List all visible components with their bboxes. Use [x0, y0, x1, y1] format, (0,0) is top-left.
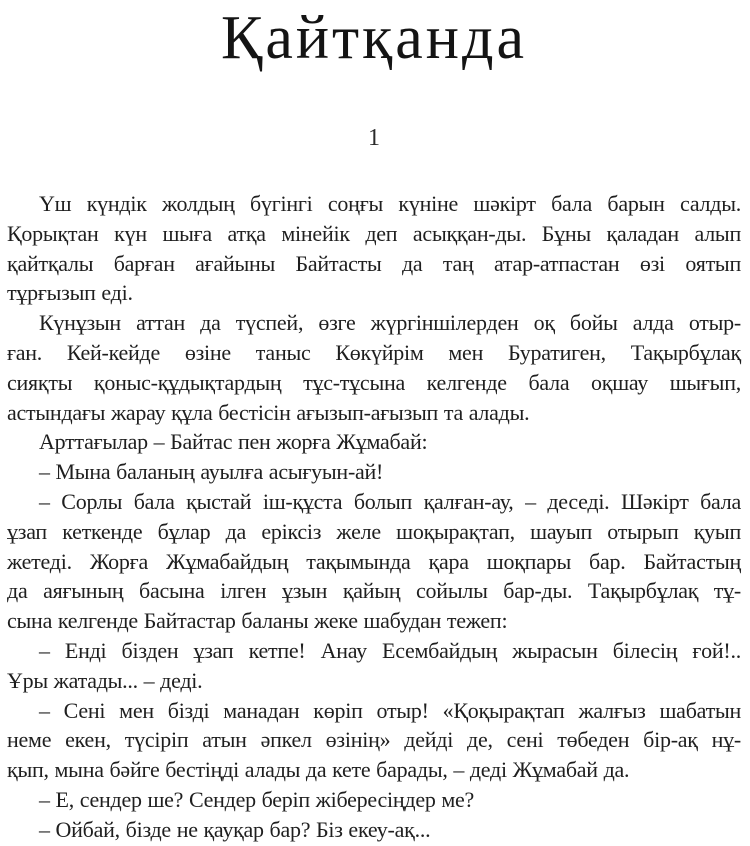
paragraph: [7, 189, 741, 308]
text-line: – Сорлы бала қыстай іш-құста болып қалған-ау, – деседі. Шәкірт бала: [39, 488, 741, 514]
text-line: Ұры жатады... – деді.: [7, 667, 203, 693]
text-line: сына келгенде Байтастар баланы жеке шабудан тежеп:: [7, 608, 508, 634]
text-line: ұзап кеткенде бұлар да еріксіз желе шоқырақтап, шауып отырып қуып: [7, 518, 741, 544]
paragraph: [7, 427, 741, 457]
text-line: астындағы жарау құла бестісін ағызып-ағызып та алады.: [7, 399, 530, 425]
text-line: Үш күндік жолдың бүгінгі соңғы күніне шәкірт бала барын салды.: [39, 191, 741, 216]
text-line: да аяғының басына ілген ұзын қайың сойылы бар-ды. Тақырбұлақ тұ-: [7, 578, 741, 604]
text-line: Күнұзын аттан да түспей, өзге жүргіншілерден оқ бойы алда отыр-: [39, 310, 741, 336]
paragraph: [7, 308, 741, 427]
text-line: – Ойбай, бізде не қауқар бар? Біз екеу-ақ...: [39, 816, 431, 842]
paragraph: [7, 487, 741, 636]
chapter-title: Қайтқанда: [220, 4, 528, 72]
text-line: қайтқалы барған ағайыны Байтасты да таң атар-атпастан өзі оятып: [7, 250, 741, 276]
text-line: ған. Кей-кейде өзіне таныс Көкүйрім мен Буратиген, Тақырбұлақ: [7, 339, 741, 365]
text-line: сияқты қоныс-құдықтардың тұс-тұсына келгенде бала оқшау шығып,: [7, 369, 741, 395]
paragraph: [7, 696, 741, 785]
text-line: – Сені мен бізді манадан көріп отыр! «Қоқырақтап жалғыз шабатын: [39, 697, 741, 723]
text-line: Арттағылар – Байтас пен жорға Жұмабай:: [39, 429, 428, 455]
paragraph: [7, 457, 741, 487]
text-line: тұрғызып еді.: [7, 280, 133, 306]
text-line: жетеді. Жорға Жұмабайдың тақымында қара шоқпары бар. Байтастың: [7, 548, 741, 574]
text-line: Қорықтан күн шыға атқа мінейік деп асыққан-ды. Бұны қаладан алып: [7, 220, 741, 246]
text-line: – Мына баланың ауылға асығуын-ай!: [39, 459, 384, 485]
text-line: қып, мына бәйге бестіңді алады да кете барады, – деді Жұмабай да.: [7, 757, 630, 783]
paragraph: [7, 785, 741, 815]
text-line: неме екен, түсіріп атын әпкел өзінің» дейді де, сені төбеден бір-ақ нұ-: [7, 727, 741, 753]
paragraph: [7, 636, 741, 696]
body-text: [7, 189, 741, 845]
text-line: – Енді бізден ұзап кетпе! Анау Есембайдың жырасын білесің ғой!..: [39, 637, 741, 663]
text-line: – Е, сендер ше? Сендер беріп жібересіңдер ме?: [39, 786, 475, 812]
section-number: 1: [368, 125, 380, 151]
paragraph: [7, 815, 741, 845]
